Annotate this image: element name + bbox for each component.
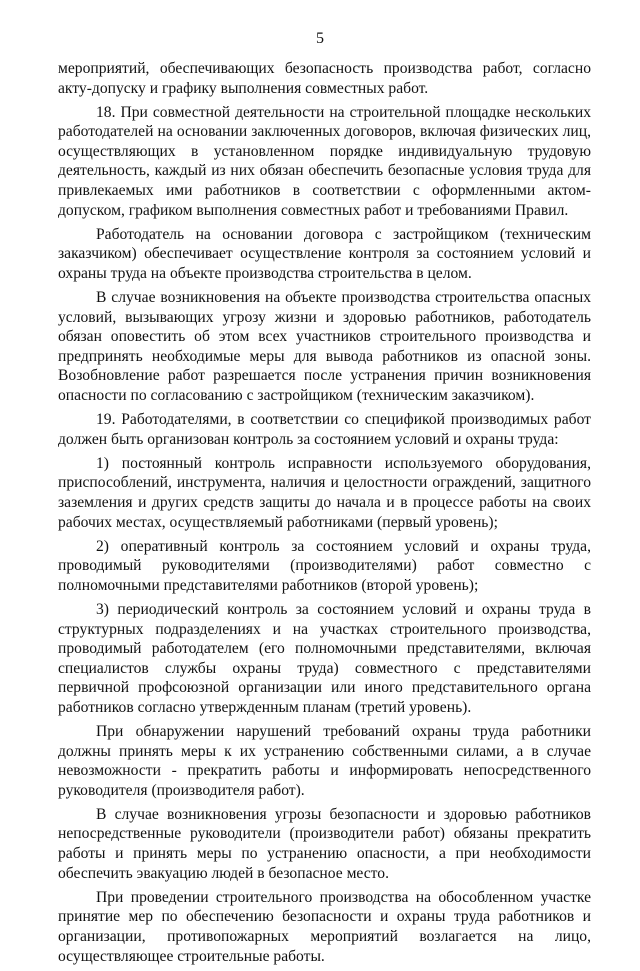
document-body (58, 59, 591, 971)
paragraph: Работодатель на основании договора с застройщиком (техническим заказчиком) обеспечивает осуществление контроля за состоянием условий и охраны труда на объекте производства строительства в целом. (58, 225, 591, 282)
paragraph: 18. При совместной деятельности на строительной площадке нескольких работодателей на основании заключенных договоров, включая физических лиц, осуществляющих в установленном порядке индивидуальную трудовую деятельность, каждый из них обязан обеспечить безопасные условия труда для привлекаемых ими работников в соответствии с оформленными актом-допуском, графиком выполнения совместных работ и требованиями Правил. (58, 103, 591, 219)
page-number: 5 (316, 30, 324, 47)
paragraph: 2) оперативный контроль за состоянием условий и охраны труда, проводимый руководителями (производителями) работ совместно с полномочными представителями работников (второй уровень); (58, 537, 591, 594)
paragraph: В случае возникновения угрозы безопасности и здоровью работников непосредственные руководители (производители работ) обязаны прекратить работы и принять меры по устранению опасности, а при необходимости обеспечить эвакуацию людей в безопасное место. (58, 805, 591, 882)
paragraph: При обнаружении нарушений требований охраны труда работники должны принять меры к их устранению собственными силами, а в случае невозможности - прекратить работы и информировать непосредственного руководителя (производителя работ). (58, 723, 591, 799)
paragraph: 3) периодический контроль за состоянием условий и охраны труда в структурных подразделениях и на участках строительного производства, проводимый работодателем (его полномочными представителями, включая специалистов службы охраны труда) совместного с представителями первичной профсоюзной организации или иного представительного органа работников согласно утвержденным планам (третий уровень). (58, 600, 591, 716)
paragraph: В случае возникновения на объекте производства строительства опасных условий, вызывающих угрозу жизни и здоровью работников, работодатель обязан оповестить об этом всех участников строительного производства и предпринять необходимые меры для вывода работников из опасной зоны. Возобновление работ разрешается после устранения причин возникновения опасности по согласованию с застройщиком (техническим заказчиком). (58, 289, 591, 404)
paragraph: 19. Работодателями, в соответствии со спецификой производимых работ должен быть организован контроль за состоянием условий и охраны труда: (58, 411, 591, 448)
paragraph: При проведении строительного производства на обособленном участке принятие мер по обеспечению безопасности и охраны труда работников и организации, противопожарных мероприятий возлагается на лицо, осуществляющее строительные работы. (58, 888, 591, 965)
paragraph: 1) постоянный контроль исправности используемого оборудования, приспособлений, инструмента, наличия и целостности ограждений, защитного заземления и других средств защиты до начала и в процессе работы на своих рабочих местах, осуществляемый работниками (первый уровень); (58, 454, 591, 531)
paragraph: мероприятий, обеспечивающих безопасность производства работ, согласно акту-допуску и графику выполнения совместных работ. (58, 60, 591, 97)
